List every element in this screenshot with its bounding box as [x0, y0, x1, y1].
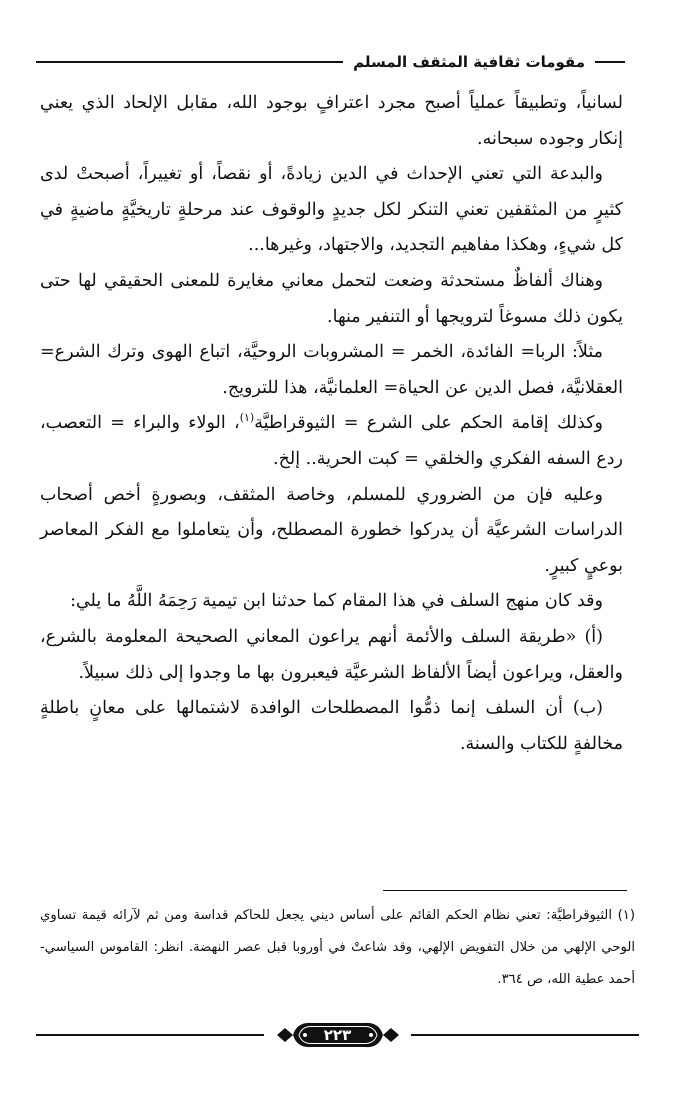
footnote-reference: (١): [239, 411, 255, 425]
running-header: [36, 44, 625, 80]
paragraph: (ب) أن السلف إنما ذمُّوا المصطلحات الوافدة لاشتمالها على معانٍ باطلةٍ مخالفةٍ للكتاب والسنة.: [40, 698, 623, 754]
page-number-bar: [36, 1020, 639, 1050]
footer-rule-left: [36, 1034, 264, 1036]
paragraph-with-footnote-ref: [40, 406, 623, 477]
header-rule: [36, 61, 343, 63]
footnote-separator: [383, 890, 627, 891]
paragraph: (أ) «طريقة السلف والأئمة أنهم يراعون المعاني الصحيحة المعلومة بالشرع، والعقل، ويراعون أيضاً الألفاظ الشرعيَّة فيعبرون بها ما وجدوا إلى ذلك سبيلاً.: [40, 626, 623, 683]
footnote-text: (١) الثيوقراطيَّة: تعني نظام الحكم القائم على أساس ديني يجعل للحاكم قداسة ومن ثم لآرائه قيمة تساوي الوحي الإلهي من خلال التفويض الإلهي، وقد شاعتْ في أوروبا قبل عصر النهضة. انظر: القاموس السياسي-أحمد عطية الله، ص ٣٦٤.: [40, 908, 635, 987]
paragraph: لسانياً، وتطبيقاً عملياً أصبح مجرد اعترافٍ بوجود الله، مقابل الإلحاد الذي يعني إنكار وجوده سبحانه.: [40, 93, 623, 149]
paragraph: وعليه فإن من الضروري للمسلم، وخاصة المثقف، وبصورةٍ أخص أصحاب الدراسات الشرعيَّة أن يدركوا خطورة المصطلح، وأن يتعاملوا مع الفكر المعاصر بوعيٍ كبيرٍ.: [40, 484, 623, 576]
paragraph-text: ، الولاء والبراء = التعصب، ردع السفه الفكري والخلقي = كبت الحرية.. إلخ.: [40, 413, 623, 469]
paragraph: وقد كان منهج السلف في هذا المقام كما حدثنا ابن تيمية رَحِمَهُ اللَّهُ ما يلي:: [70, 591, 603, 612]
page-number: ٢٢٣: [323, 1026, 352, 1044]
header-dash: [595, 61, 625, 63]
paragraph: وهناك ألفاظٌ مستحدثة وضعت لتحمل معاني مغايرة للمعنى الحقيقي لها حتى يكون ذلك مسوغاً لترويجها أو التنفير منها.: [40, 270, 623, 327]
paragraph: مثلاً: الربا= الفائدة، الخمر = المشروبات الروحيَّة، اتباع الهوى وترك الشرع= العقلانيَّة، فصل الدين عن الحياة= العلمانيَّة، هذا للترويج.: [40, 342, 623, 398]
footnote: [40, 900, 635, 996]
paragraph: والبدعة التي تعني الإحداث في الدين زيادةً، أو نقصاً، أو تغييراً، أصبحتْ لدى كثيرٍ من المثقفين تعني التنكر لكل جديدٍ والوقوف عند مرحلةٍ تاريخيَّةٍ ماضيةٍ في كل شيءٍ، وهكذا مفاهيم التجديد، والاجتهاد، وغيرها...: [40, 164, 623, 256]
header-title: مقومات ثقافية المثقف المسلم: [353, 53, 585, 71]
paragraph-text: وكذلك إقامة الحكم على الشرع = الثيوقراطيَّة: [254, 413, 604, 434]
footer-rule-right: [411, 1034, 639, 1036]
main-text: [40, 86, 623, 762]
